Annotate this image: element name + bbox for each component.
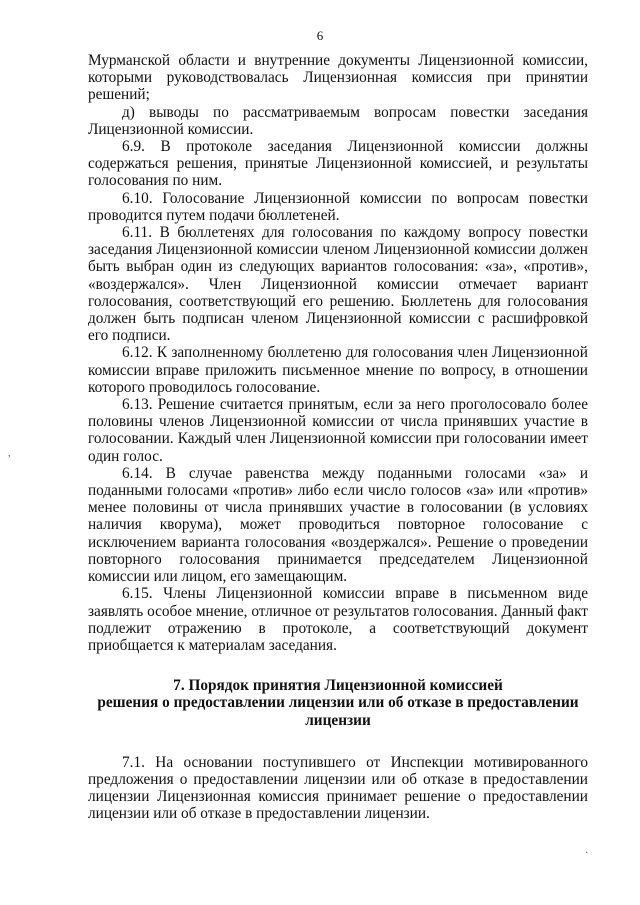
section-heading — [88, 677, 588, 729]
scan-speck: , — [8, 448, 11, 459]
paragraph: 6.11. В бюллетенях для голосования по каждому вопросу повестки заседания Лицензионной комиссии членом Лицензионной комиссии должен быть выбран один из следующих вариантов голосования: «за», «против», «воздержался». Член Лицензионной комиссии отмечает вариант голосования, соответствующий его решению. Бюллетень для голосования должен быть подписан членом Лицензионной комиссии с расшифровкой его подписи. — [88, 224, 588, 345]
paragraph: 6.12. К заполненному бюллетеню для голосования член Лицензионной комиссии вправе приложить письменное мнение по вопросу, в отношении которого проводилось голосование. — [88, 344, 588, 396]
paragraph: 6.9. В протоколе заседания Лицензионной комиссии должны содержаться решения, принятые Лицензионной комиссией, и результаты голосования по ним. — [88, 138, 588, 190]
paragraph: 6.14. В случае равенства между поданными голосами «за» и поданными голосами «против» либо если число голосов «за» или «против» менее половины от числа принявших участие в голосовании (в условиях наличия кворума), может проводиться повторное голосование с исключением варианта голосования «воздержался». Решение о проведении повторного голосования принимается председателем Лицензионной комиссии или лицом, его замещающим. — [88, 464, 588, 586]
paragraph: Мурманской области и внутренние документы Лицензионной комиссии, которыми руководствовалась Лицензионная комиссия при принятии решений; — [88, 52, 588, 104]
page-number: 6 — [316, 28, 324, 43]
section-heading-line: 7. Порядок принятия Лицензионной комиссией — [173, 677, 503, 695]
section-heading-line: лицензии — [305, 711, 371, 729]
section-heading-line: решения о предоставлении лицензии или об отказе в предоставлении — [97, 694, 579, 712]
paragraph: 6.10. Голосование Лицензионной комиссии по вопросам повестки проводится путем подачи бюллетеней. — [88, 189, 588, 224]
paragraph: 6.13. Решение считается принятым, если за него проголосовало более половины членов Лицензионной комиссии от числа принявших участие в голосовании. Каждый член Лицензионной комиссии при голосовании имеет один голос. — [88, 396, 588, 465]
scan-speck: · — [585, 848, 589, 859]
paragraph: д) выводы по рассматриваемым вопросам повестки заседания Лицензионной комиссии. — [88, 103, 588, 138]
document-body — [88, 52, 588, 823]
paragraph: 6.15. Члены Лицензионной комиссии вправе в письменном виде заявлять особое мнение, отличное от результатов голосования. Данный факт подлежит отражению в протоколе, а соответствующий документ приобщается к материалам заседания. — [88, 585, 588, 654]
paragraph: 7.1. На основании поступившего от Инспекции мотивированного предложения о предоставлении лицензии или об отказе в предоставлении лицензии Лицензионная комиссия принимает решение о предоставлении лицензии или об отказе в предоставлении лицензии. — [88, 753, 588, 823]
